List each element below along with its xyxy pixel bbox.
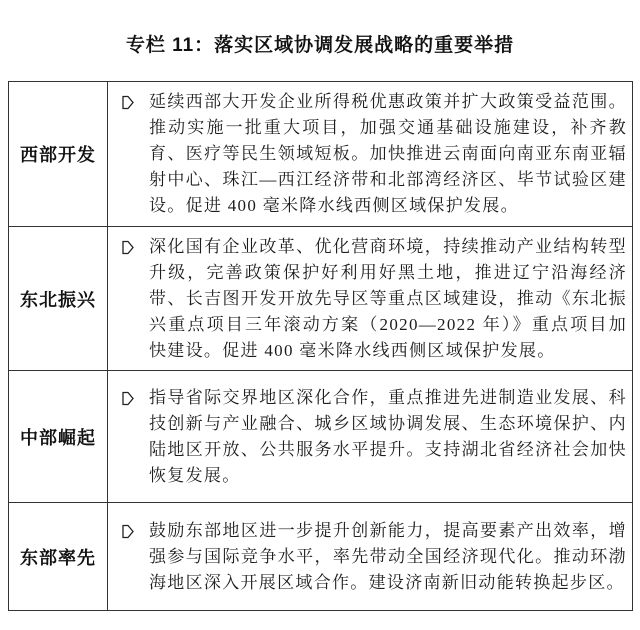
row-text: 鼓励东部地区进一步提升创新能力，提高要素产出效率，增强参与国际竞争水平，率先带动全国经济现代化。推动环渤海地区深入开展区域合作。建设济南新旧动能转换起步区。 <box>149 520 627 592</box>
list-item <box>122 385 627 489</box>
row-content <box>108 82 632 226</box>
list-item <box>122 89 627 219</box>
row-text: 指导省际交界地区深化合作，重点推进先进制造业发展、科技创新与产业融合、城乡区域协调发展、生态环境保护、内陆地区开放、公共服务水平提升。支持湖北省经济社会加快恢复发展。 <box>149 387 627 485</box>
pentagon-arrow-icon <box>122 89 149 219</box>
row-text: 深化国有企业改革、优化营商环境，持续推动产业结构转型升级，完善政策保护好利用好黑土地，推进辽宁沿海经济带、长吉图开发开放先导区等重点区域建设，推动《东北振兴重点项目三年滚动方案（2020—2022 年）》重点项目加快建设。促进 400 毫米降水线西侧区域保护发展。 <box>149 236 627 360</box>
region-label-east: 东部率先 <box>9 503 108 610</box>
row-content <box>108 227 632 370</box>
table-row <box>9 502 632 610</box>
region-label-west: 西部开发 <box>9 82 108 226</box>
table-row <box>9 370 632 502</box>
pentagon-arrow-icon <box>122 385 149 489</box>
table-row <box>9 226 632 370</box>
page-title: 专栏 11：落实区域协调发展战略的重要举措 <box>125 35 515 56</box>
row-text: 延续西部大开发企业所得税优惠政策并扩大政策受益范围。推动实施一批重大项目，加强交通基础设施建设，补齐教育、医疗等民生领域短板。加快推进云南面向南亚东南亚辐射中心、珠江—西江经济带和北部湾经济区、毕节试验区建设。促进 400 毫米降水线西侧区域保护发展。 <box>149 92 627 215</box>
list-item <box>122 518 627 596</box>
pentagon-arrow-icon <box>122 518 149 596</box>
list-item <box>122 234 627 364</box>
measures-table <box>8 81 633 611</box>
row-content <box>108 371 632 502</box>
region-label-northeast: 东北振兴 <box>9 227 108 370</box>
region-label-central: 中部崛起 <box>9 371 108 502</box>
row-content <box>108 503 632 610</box>
pentagon-arrow-icon <box>122 234 149 364</box>
table-row <box>9 82 632 226</box>
